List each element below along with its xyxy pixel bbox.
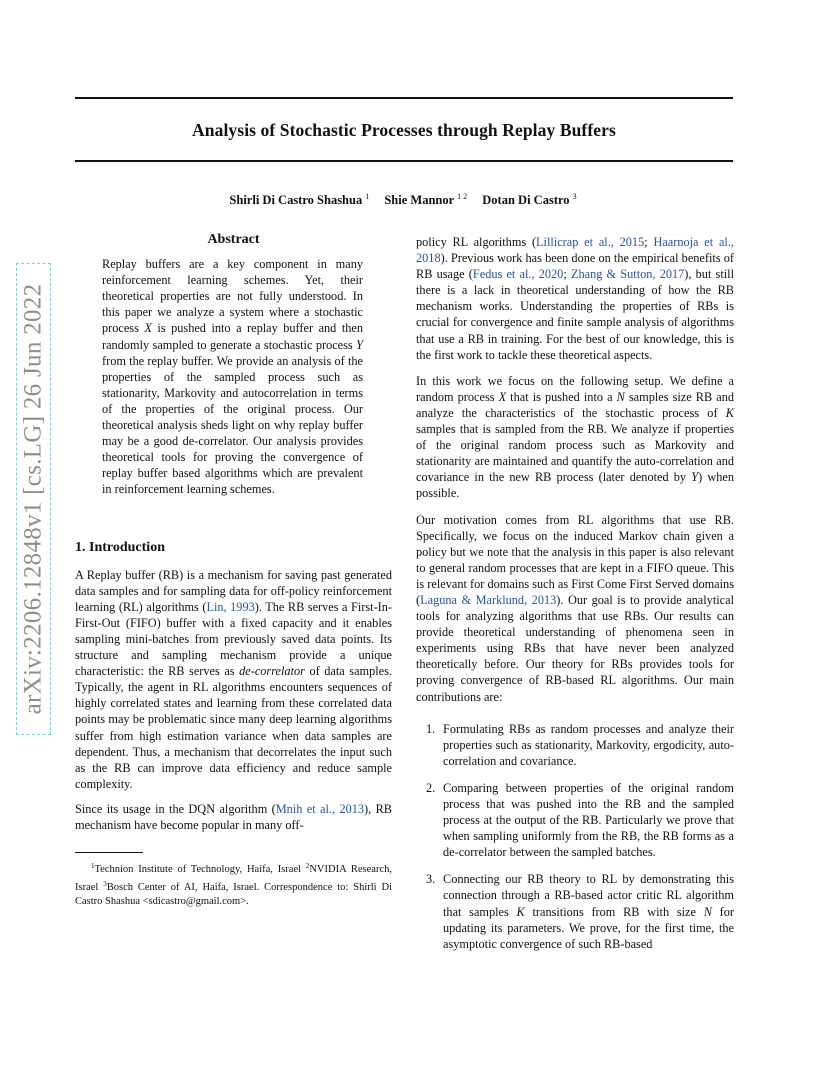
intro-paragraph: A Replay buffer (RB) is a mechanism for saving past generated data samples and for sampling data for off-policy reinforcement learning (RL) algorithms (Lin, 1993). The RB serves a First-In-First-Out (FIFO) buffer with a fixed capacity and it enables sampling mini-batches from previously saved data points. Its structure and sampling mechanism provide a unique characteristic: the RB serves as de-correlator of data samples. Typically, the agent in RL algorithms encounters sequences of highly correlated states and learning from these correlated data points may be problematic since many deep learning algorithms suffer from high estimation variance when data samples are dependent. Thus, a mechanism that decorrelates the input such as the RB can improve data efficiency and reduce sample complexity. xyxy=(75,567,393,791)
author-name: Shie Mannor xyxy=(384,193,455,207)
title-bottom-rule xyxy=(75,160,733,162)
intro-paragraph: Since its usage in the DQN algorithm (Mnih et al., 2013), RB mechanism have become popular in many off- xyxy=(75,801,393,832)
left-column xyxy=(75,232,392,909)
list-item: 2. Comparing between properties of the original random process that was pushed into the RB and the sampled process at the output of the RB. Particularly we prove that when sampling uniformly from the RB, the RB forms as a de-correlator between the sampled batches. xyxy=(426,780,734,860)
author-name: Dotan Di Castro xyxy=(482,193,570,207)
title-top-rule xyxy=(75,97,733,99)
author-name: Shirli Di Castro Shashua xyxy=(229,193,363,207)
affiliation-footnote: $^1$Technion Institute of Technology, Haifa, Israel $^2$NVIDIA Research, Israel $^3$Bosch Center of AI, Haifa, Israel. Correspondence to: Shirli Di Castro Shashua <sdicastro@gmail.com>. xyxy=(75,861,392,907)
section-heading-introduction: 1. Introduction xyxy=(75,539,165,555)
paper-title: Analysis of Stochastic Processes through Replay Buffers xyxy=(192,120,616,140)
abstract-heading: Abstract xyxy=(207,232,260,247)
arxiv-stamp xyxy=(16,263,51,735)
intro-paragraph: In this work we focus on the following setup. We define a random process X that is pushed into a N samples size RB and analyze the characteristics of the stochastic process of K samples that is sampled from the RB. We analyze if properties of the original random process such as Markovity and stationarity are maintained and quantify the auto-correlation and covariance in the new RB process (later denoted by Y) when possible. xyxy=(416,373,734,501)
citation-link[interactable]: Zhang & Sutton, 2017 xyxy=(570,267,685,282)
author-affiliation: 3 xyxy=(572,192,577,201)
citation-link[interactable]: Fedus et al., 2020 xyxy=(472,267,564,282)
citation-link[interactable]: Laguna & Marklund, 2013 xyxy=(420,592,557,607)
citation-link[interactable]: Lin, 1993 xyxy=(206,599,255,614)
citation-link[interactable]: Lillicrap et al., 2015 xyxy=(536,235,645,249)
abstract-text: Replay buffers are a key component in many reinforcement learning schemes. Yet, their theoretical properties are not fully understood. In this paper we analyze a system where a stochastic process X is pushed into a replay buffer and then randomly sampled to generate a stochastic process Y from the replay buffer. We provide an analysis of the properties of the sampled process such as stationarity, Markovity and autocorrelation in terms of the properties of the original process. Our theoretical analysis sheds light on why replay buffer may be a good de-correlator. Our analysis provides theoretical tools for proving the convergence of replay buffer based algorithms which are prevalent in reinforcement learning schemes. xyxy=(102,257,363,497)
author-affiliation: 1 2 xyxy=(457,192,468,201)
citation-link[interactable]: Haarnoja et al., 2018 xyxy=(416,235,734,266)
author-list xyxy=(75,192,733,208)
arxiv-identifier: arXiv:2206.12848v1 [cs.LG] 26 Jun 2022 xyxy=(19,283,47,715)
contributions-list xyxy=(416,721,734,952)
author-affiliation: 1 xyxy=(365,192,370,201)
intro-paragraph: policy RL algorithms (Lillicrap et al., 2015; Haarnoja et al., 2018). Previous work has been done on the empirical benefits of RB usage (Fedus et al., 2020; Zhang & Sutton, 2017), but still there is a lack in theoretical understanding of how the RB mechanism works. Understanding the properties of RBs is crucial for convergence and finite sample analysis of algorithms that use a RB in training. For the best of our knowledge, this is the first work to tackle these theoretical aspects. xyxy=(416,235,735,362)
citation-link[interactable]: Mnih et al., 2013 xyxy=(275,801,365,816)
right-column xyxy=(416,234,734,963)
list-item: 3. Connecting our RB theory to RL by demonstrating this connection through a RB-based actor critic RL algorithm that samples K transitions from RB with size N for updating its parameters. We prove, for the first time, the asymptotic convergence of such RB-based xyxy=(426,872,734,951)
list-item: 1. Formulating RBs as random processes and analyze their properties such as stationarity, Markovity, ergodicity, auto-correlation and covariance. xyxy=(426,721,734,768)
footnote-rule xyxy=(75,852,143,853)
intro-paragraph: Our motivation comes from RL algorithms that use RB. Specifically, we focus on the induced Markov chain given a policy but we note that the analysis in this paper is also relevant to general random processes that are kept in a FIFO queue. This is relevant for domains such as First Come First Served domains (Laguna & Marklund, 2013). Our goal is to provide analytical tools for analyzing algorithms that use RBs. Our results can provide theoretical understanding of phenomena seen in experiments using RBs that have never been analyzed theoretically before. Our theory for RBs provides tools for proving convergence of RB-based RL algorithms. Our main contributions are: xyxy=(416,512,734,704)
